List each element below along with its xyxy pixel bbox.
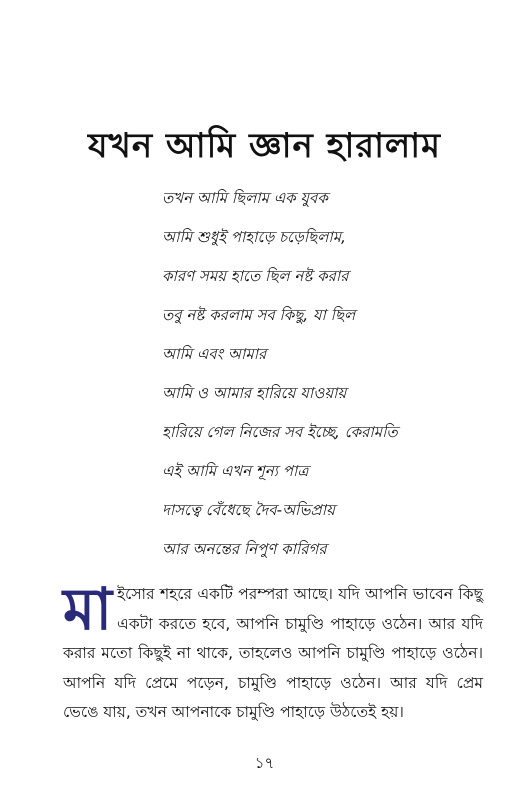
poem-line: হারিয়ে গেল নিজের সব ইচ্ছে, কেরামতি bbox=[162, 423, 398, 441]
poem-line: আমি এবং আমার bbox=[162, 345, 267, 363]
chapter-title: যখন আমি জ্ঞান হারালাম bbox=[87, 126, 442, 166]
poem-line: কারণ সময় হাতে ছিল নষ্ট করার bbox=[162, 267, 349, 285]
drop-cap: মা bbox=[63, 575, 113, 643]
poem-line: এই আমি এখন শূন্য পাত্র bbox=[162, 462, 309, 480]
poem-line: তখন আমি ছিলাম এক যুবক bbox=[162, 189, 328, 207]
poem-line: আর অনন্তের নিপুণ কারিগর bbox=[162, 540, 327, 558]
poem-line: আমি শুধুই পাহাড়ে চড়েছিলাম, bbox=[162, 228, 346, 246]
page-number: ১৭ bbox=[254, 754, 275, 772]
prose-paragraph bbox=[63, 575, 483, 728]
poem-line: আমি ও আমার হারিয়ে যাওয়ায় bbox=[162, 384, 347, 402]
poem-line: তবু নষ্ট করলাম সব কিছু, যা ছিল bbox=[162, 306, 356, 324]
poem bbox=[162, 186, 502, 576]
paragraph-text: ইসোর শহরে একটি পরম্পরা আছে। যদি আপনি ভাবেন কিছু একটা করতে হবে, আপনি চামুণ্ডি পাহাড়ে ওঠেন। আর যদি করার মতো কিছুই না থাকে, তাহলেও আপনি চামুণ্ডি পাহাড়ে ওঠেন। আপনি যদি প্রেমে পড়েন, চামুণ্ডি পাহাড়ে ওঠেন। আর যদি প্রেম ভেঙে যায়, তখন আপনাকে চামুণ্ডি পাহাড়ে উঠতেই হয়। bbox=[63, 585, 483, 721]
poem-line: দাসত্বে বেঁধেছে দৈব-অভিপ্রায় bbox=[162, 501, 335, 519]
